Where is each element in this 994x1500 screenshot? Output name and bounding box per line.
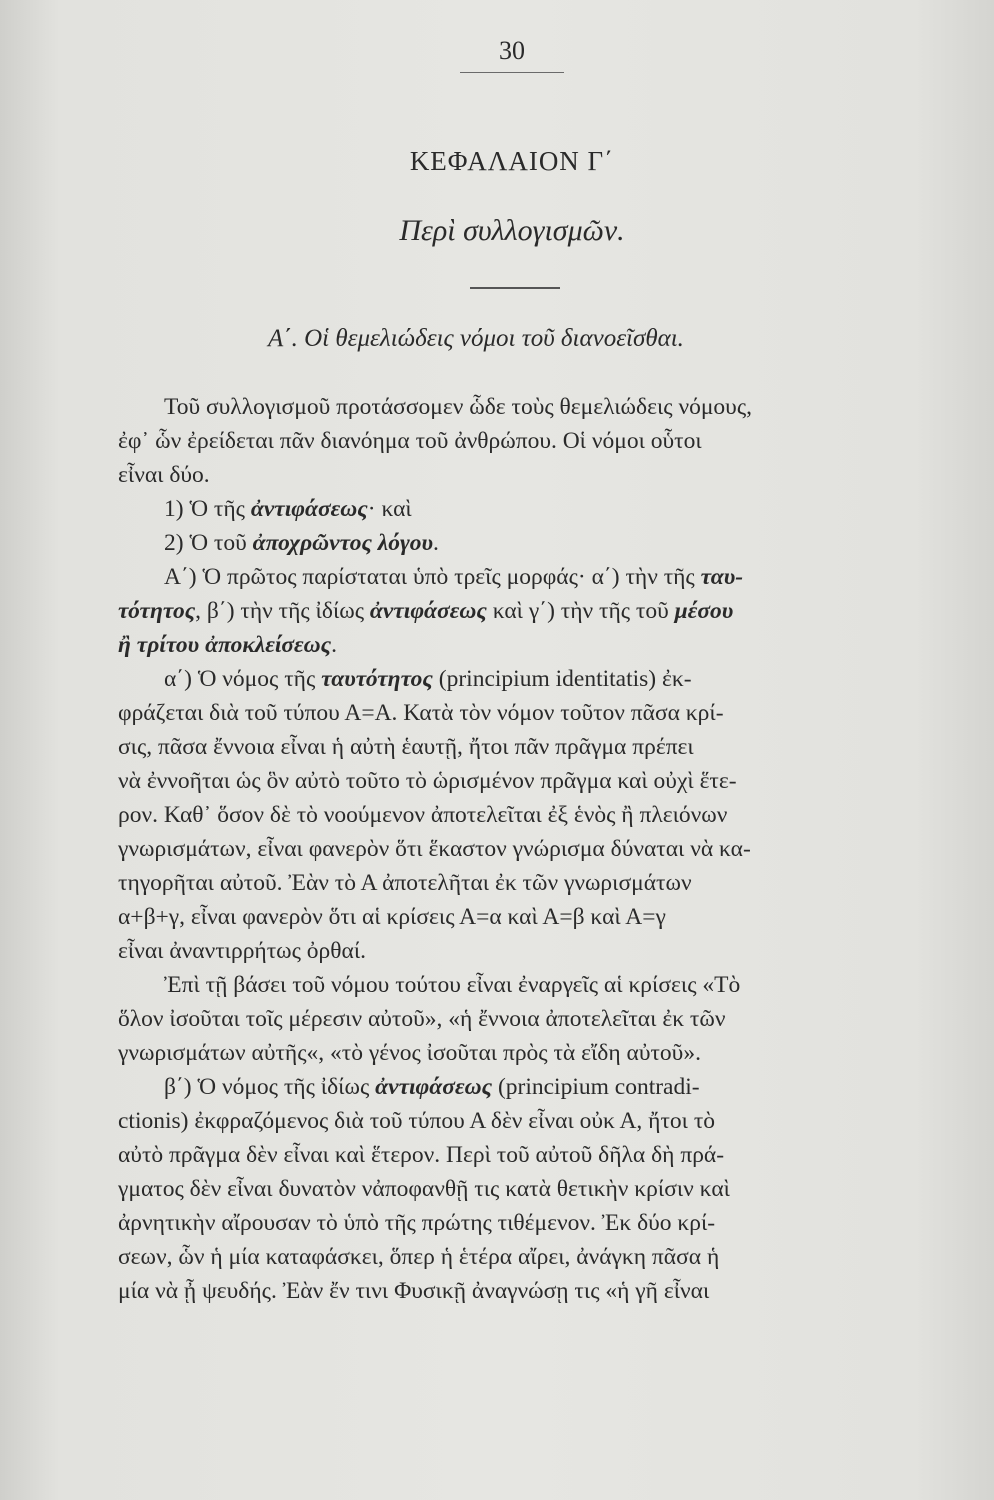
emphasis-text: ἢ τρίτου ἀποκλείσεως <box>118 632 332 658</box>
emphasis-text: ἀντιφάσεως <box>375 1074 493 1100</box>
text-line <box>118 1070 904 1104</box>
emphasis-text: ταυτότητος <box>321 666 433 692</box>
text-line: ἀρνητικὴν αἴρουσαν τὸ ὑπὸ τῆς πρώτης τιθέμενον. Ἐκ δύο κρί- <box>118 1210 716 1236</box>
text-line: α+β+γ, εἶναι φανερὸν ὅτι αἱ κρίσεις Α=α καὶ Α=β καὶ Α=γ <box>118 904 666 930</box>
emphasis-text: μέσου <box>674 598 734 624</box>
text-line: ctionis) ἐκφραζόμενος διὰ τοῦ τύπου Α δὲν εἶναι οὐκ Α, ἤτοι τὸ <box>118 1108 716 1134</box>
chapter-heading: ΚΕΦΑΛΑΙΟΝ Γ΄ <box>409 146 615 176</box>
emphasis-text: ἀποχρῶντος λόγου <box>252 530 434 556</box>
text-line: εἶναι ἀναντιρρήτως ὀρθαί. <box>118 938 367 964</box>
text-span: (principium identitatis) ἐκ- <box>432 666 692 692</box>
text-span: , β΄) τὴν τῆς ἰδίως <box>195 598 370 624</box>
section-heading: Α΄. Οἱ θεμελιώδεις νόμοι τοῦ διανοεῖσθαι. <box>268 325 684 352</box>
emphasis-text: ἀντιφάσεως <box>369 598 487 624</box>
text-line: σις, πᾶσα ἔννοια εἶναι ἡ αὐτὴ ἑαυτῇ, ἤτοι πᾶν πρᾶγμα πρέπει <box>118 734 694 760</box>
text-span: Α΄) Ὁ πρῶτος παρίσταται ὑπὸ τρεῖς μορφάς· α΄) τὴν τῆς <box>164 564 701 590</box>
text-line <box>118 662 904 696</box>
text-line: μία νὰ ᾖ ψευδής. Ἐὰν ἔν τινι Φυσικῇ ἀναγνώσῃ τις «ἡ γῆ εἶναι <box>118 1278 710 1304</box>
text-line: τηγορῆται αὐτοῦ. Ἐὰν τὸ Α ἀποτελῆται ἐκ τῶν γνωρισμάτων <box>118 870 692 896</box>
text-span: . <box>433 530 439 556</box>
text-line <box>118 628 904 662</box>
emphasis-text: ταυ- <box>700 564 744 590</box>
text-line: γνωρισμάτων, εἶναι φανερὸν ὅτι ἕκαστον γνώρισμα δύναται νὰ κα- <box>118 836 751 862</box>
emphasis-text: ἀντιφάσεως <box>250 496 368 522</box>
text-span: (principium contradi- <box>492 1074 700 1100</box>
text-line <box>118 492 904 526</box>
text-line: γματος δὲν εἶναι δυνατὸν νἀποφανθῇ τις κατὰ θετικὴν κρίσιν καὶ <box>118 1176 730 1202</box>
text-span: 1) Ὁ τῆς <box>164 496 251 522</box>
text-line <box>118 526 904 560</box>
text-line: Ἐπὶ τῇ βάσει τοῦ νόμου τούτου εἶναι ἐναργεῖς αἱ κρίσεις «Τὸ <box>164 972 741 998</box>
text-line: γνωρισμάτων αὐτῆς«, «τὸ γένος ἰσοῦται πρὸς τὰ εἴδη αὐτοῦ». <box>118 1040 701 1066</box>
body-text <box>118 390 904 1308</box>
text-span: β΄) Ὁ νόμος τῆς ἰδίως <box>164 1074 376 1100</box>
text-line <box>118 594 904 628</box>
emphasis-text: τότητος <box>118 598 196 624</box>
text-line: φράζεται διὰ τοῦ τύπου Α=Α. Κατὰ τὸν νόμον τοῦτον πᾶσα κρί- <box>118 700 724 726</box>
text-line: Τοῦ συλλογισμοῦ προτάσσομεν ὧδε τοὺς θεμελιώδεις νόμους, <box>164 394 752 420</box>
text-span: καὶ γ΄) τὴν τῆς τοῦ <box>486 598 675 624</box>
text-span: . <box>331 632 338 658</box>
text-line: εἶναι δύο. <box>118 462 210 488</box>
text-span: 2) Ὁ τοῦ <box>164 530 253 556</box>
chapter-subtitle: Περὶ συλλογισμῶν. <box>399 214 625 247</box>
text-span: · καὶ <box>367 496 412 522</box>
text-line: ἐφ᾽ ὧν ἐρείδεται πᾶν διανόημα τοῦ ἀνθρώπου. Οἱ νόμοι οὗτοι <box>118 428 702 454</box>
text-line <box>118 560 904 594</box>
text-line: νὰ ἐννοῆται ὡς ὃν αὐτὸ τοῦτο τὸ ὡρισμένον πρᾶγμα καὶ οὐχὶ ἕτε- <box>118 768 737 794</box>
text-line: αὐτὸ πρᾶγμα δὲν εἶναι καὶ ἕτερον. Περὶ τοῦ αὐτοῦ δῆλα δὴ πρά- <box>118 1142 725 1168</box>
text-line: σεων, ὧν ἡ μία καταφάσκει, ὅπερ ἡ ἑτέρα αἴρει, ἀνάγκη πᾶσα ἡ <box>118 1244 720 1270</box>
text-span: α΄) Ὁ νόμος τῆς <box>164 666 322 692</box>
section-divider <box>470 287 560 289</box>
page-number-rule <box>460 72 564 73</box>
page-number: 30 <box>499 36 525 65</box>
text-line: ὅλον ἰσοῦται τοῖς μέρεσιν αὐτοῦ», «ἡ ἔννοια ἀποτελεῖται ἐκ τῶν <box>118 1006 726 1032</box>
text-line: ρον. Καθ᾽ ὅσον δὲ τὸ νοούμενον ἀποτελεῖται ἐξ ἑνὸς ἢ πλειόνων <box>118 802 728 828</box>
